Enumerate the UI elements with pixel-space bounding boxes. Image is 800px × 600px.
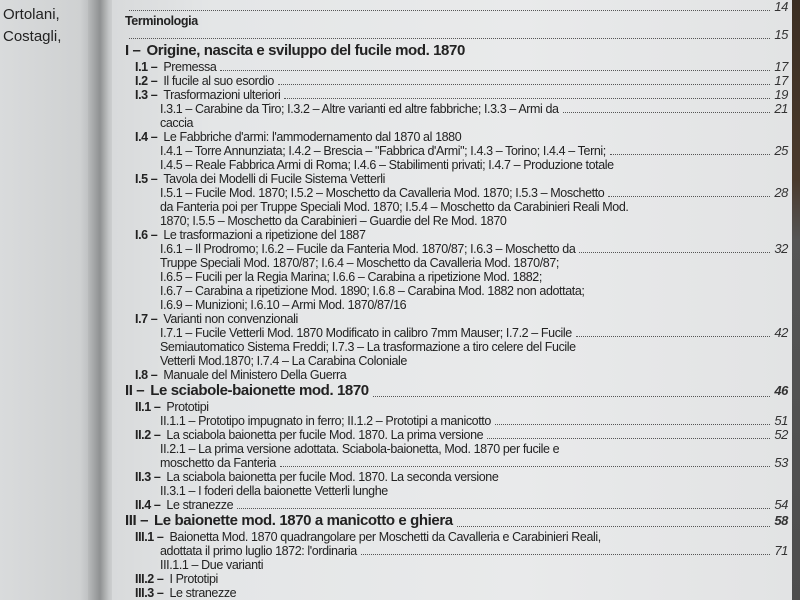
toc-entry [160, 340, 788, 354]
toc-entry-title: Le sciabole-baionette mod. 1870 [150, 382, 369, 399]
toc-entry-title: Semiautomatico Sistema Freddi; I.7.3 – La trasformazione a tiro celere del Fucile [160, 340, 576, 354]
toc-entry-title: Truppe Speciali Mod. 1870/87; I.6.4 – Moschetto da Cavalleria Mod. 1870/87; [160, 256, 559, 270]
toc-entry-title: moschetto da Fanteria [160, 456, 276, 470]
toc-entry [125, 14, 788, 28]
dot-leader [563, 112, 771, 113]
toc-entry-number: I.1 – [135, 60, 158, 74]
toc-entry [135, 368, 788, 382]
toc-entry [160, 102, 788, 116]
toc-entry-number: II.2 – [135, 428, 161, 442]
toc-entry [135, 172, 788, 186]
toc-entry [125, 0, 788, 14]
dot-leader [129, 10, 770, 11]
toc-entry [135, 60, 788, 74]
toc-page-number: 46 [774, 383, 788, 398]
left-page-text: Ortolani, [3, 6, 60, 23]
toc-entry [135, 228, 788, 242]
toc-entry [160, 144, 788, 158]
dot-leader [608, 196, 770, 197]
toc-chapter-heading [125, 512, 788, 530]
toc-page-number: 28 [774, 185, 788, 200]
toc-entry [135, 130, 788, 144]
toc-page-number: 17 [774, 73, 788, 88]
toc-entry-number: III.2 – [135, 572, 164, 586]
toc-entry-title: Origine, nascita e sviluppo del fucile mod. 1870 [146, 42, 465, 59]
toc-entry-title: I.3.1 – Carabine da Tiro; I.3.2 – Altre varianti ed altre fabbriche; I.3.3 – Armi da [160, 102, 559, 116]
toc-entry [135, 400, 788, 414]
dot-leader [361, 554, 771, 555]
toc-entry-title: La sciabola baionetta per fucile Mod. 1870. La seconda versione [166, 470, 499, 484]
toc-page-number: 52 [774, 427, 788, 442]
toc-page-number: 58 [774, 513, 788, 528]
toc-page-number: 42 [774, 325, 788, 340]
toc-entry-number: I.7 – [135, 312, 158, 326]
toc-entry-title: adottata il primo luglio 1872: l'ordinaria [160, 544, 357, 558]
toc-entry-title: Prototipi [166, 400, 209, 414]
toc-entry [160, 414, 788, 428]
toc-entry [160, 270, 788, 284]
toc-entry-title: Baionetta Mod. 1870 quadrangolare per Moschetti da Cavalleria e Carabinieri Reali, [169, 530, 601, 544]
toc-entry [135, 572, 788, 586]
toc-entry [160, 200, 788, 214]
toc-entry-title: II.2.1 – La prima versione adottata. Sciabola-baionetta, Mod. 1870 per fucile e [160, 442, 560, 456]
toc-entry-title: III.1.1 – Due varianti [160, 558, 264, 572]
toc-entry [160, 116, 788, 130]
toc-entry-title: I.6.1 – Il Prodromo; I.6.2 – Fucile da Fanteria Mod. 1870/87; I.6.3 – Moschetto da [160, 242, 576, 256]
dot-leader [457, 526, 771, 527]
toc-entry-number: II – [125, 382, 145, 399]
toc-entry-number: II.4 – [135, 498, 161, 512]
toc-entry-title: Tavola dei Modelli di Fucile Sistema Vetterli [163, 172, 386, 186]
toc-entry [160, 558, 788, 572]
toc-page-number: 32 [774, 241, 788, 256]
toc-chapter-heading [125, 382, 788, 400]
toc-entry-title: I Prototipi [169, 572, 218, 586]
toc-entry-title: Manuale del Ministero Della Guerra [163, 368, 347, 382]
toc-entry-title: Trasformazioni ulteriori [163, 88, 281, 102]
toc-entry-title: I.6.7 – Carabina a ripetizione Mod. 1890; I.6.8 – Carabina Mod. 1882 non adottata; [160, 284, 585, 298]
toc-entry-title: La sciabola baionetta per fucile Mod. 1870. La prima versione [166, 428, 484, 442]
toc-entry-title: da Fanteria poi per Truppe Speciali Mod. 1870; I.5.4 – Moschetto da Carabinieri Reali Mod. [160, 200, 629, 214]
toc-entry [160, 242, 788, 256]
toc-entry-title: I.7.1 – Fucile Vetterli Mod. 1870 Modificato in calibro 7mm Mauser; I.7.2 – Fucile [160, 326, 572, 340]
dot-leader [280, 466, 770, 467]
toc-page-number: 14 [774, 0, 788, 14]
toc-entry-title: 1870; I.5.5 – Moschetto da Carabinieri – Guardie del Re Mod. 1870 [160, 214, 507, 228]
toc-entry-title: Premessa [163, 60, 217, 74]
toc-entry [160, 484, 788, 498]
toc-entry-title: Il fucile al suo esordio [163, 74, 274, 88]
toc-entry-number: II.1 – [135, 400, 161, 414]
toc-page-number: 71 [774, 543, 788, 558]
toc-entry-title: Le trasformazioni a ripetizione del 1887 [163, 228, 366, 242]
toc-entry-number: I.3 – [135, 88, 158, 102]
toc-entry-title: Le stranezze [166, 498, 234, 512]
toc-page-number: 53 [774, 455, 788, 470]
toc-page-number: 15 [774, 27, 788, 42]
dot-leader [576, 336, 770, 337]
toc-entry [160, 214, 788, 228]
toc-chapter-heading [125, 42, 788, 60]
toc-entry [135, 586, 788, 600]
dot-leader [129, 38, 770, 39]
dot-leader [220, 70, 770, 71]
toc-entry-title: II.1.1 – Prototipo impugnato in ferro; II.1.2 – Prototipi a manicotto [160, 414, 491, 428]
dot-leader [278, 84, 770, 85]
dot-leader [487, 438, 770, 439]
toc-page-number: 54 [774, 497, 788, 512]
toc-entry [160, 326, 788, 340]
toc-entry-title: I.6.9 – Munizioni; I.6.10 – Armi Mod. 1870/87/16 [160, 298, 407, 312]
toc-entry-title: II.3.1 – I foderi della baionette Vetterli lunghe [160, 484, 388, 498]
toc-entry-title: I.6.5 – Fucili per la Regia Marina; I.6.6 – Carabina a ripetizione Mod. 1882; [160, 270, 542, 284]
toc-entry-title: Varianti non convenzionali [163, 312, 298, 326]
toc-entry [135, 74, 788, 88]
toc-entry-number: III.1 – [135, 530, 164, 544]
toc-entry [135, 530, 788, 544]
toc-entry [160, 186, 788, 200]
toc-entry [135, 428, 788, 442]
toc-entry [160, 256, 788, 270]
toc-entry [135, 498, 788, 512]
toc-entry [160, 544, 788, 558]
toc-entry [160, 284, 788, 298]
toc-entry-number: I.4 – [135, 130, 158, 144]
toc-entry-number: III.3 – [135, 586, 164, 600]
toc-entry [160, 298, 788, 312]
toc-entry-number: II.3 – [135, 470, 161, 484]
toc-page-number: 51 [774, 413, 788, 428]
toc-entry [135, 470, 788, 484]
toc-entry-number: I.5 – [135, 172, 158, 186]
toc-entry [160, 354, 788, 368]
toc-page-number: 25 [774, 143, 788, 158]
toc-entry-title: Le stranezze [169, 586, 237, 600]
dot-leader [579, 252, 770, 253]
dot-leader [610, 154, 770, 155]
toc-entry [135, 312, 788, 326]
toc-entry-number: III – [125, 512, 149, 529]
toc-entry-number: I.6 – [135, 228, 158, 242]
toc-entry-title: I.4.1 – Torre Annunziata; I.4.2 – Brescia – "Fabbrica d'Armi"; I.4.3 – Torino; I.4.4 – Terni; [160, 144, 606, 158]
left-page-text: Costagli, [3, 28, 62, 45]
dot-leader [284, 98, 770, 99]
toc-entry-title: caccia [160, 116, 194, 130]
toc-entry-number: I.8 – [135, 368, 158, 382]
toc-page-number: 21 [774, 101, 788, 116]
toc-entry [160, 456, 788, 470]
toc-entry-title: Le Fabbriche d'armi: l'ammodernamento dal 1870 al 1880 [163, 130, 462, 144]
toc-entry-title: Terminologia [125, 14, 198, 28]
toc-entry-title: Vetterli Mod.1870; I.7.4 – La Carabina Coloniale [160, 354, 407, 368]
toc-entry-title: I.4.5 – Reale Fabbrica Armi di Roma; I.4.6 – Stabilimenti privati; I.4.7 – Produzione totale [160, 158, 614, 172]
toc-entry-title: Le baionette mod. 1870 a manicotto e ghiera [154, 512, 453, 529]
toc-page-number: 17 [774, 59, 788, 74]
toc-entry [125, 28, 788, 42]
toc-entry [135, 88, 788, 102]
dot-leader [237, 508, 770, 509]
toc-entry [160, 442, 788, 456]
toc-entry [160, 158, 788, 172]
toc-entry-number: I.2 – [135, 74, 158, 88]
dot-leader [495, 424, 770, 425]
dot-leader [373, 396, 771, 397]
toc-page-number: 19 [774, 87, 788, 102]
toc-entry-number: I – [125, 42, 141, 59]
toc-entry-title: I.5.1 – Fucile Mod. 1870; I.5.2 – Moschetto da Cavalleria Mod. 1870; I.5.3 – Moschetto [160, 186, 605, 200]
